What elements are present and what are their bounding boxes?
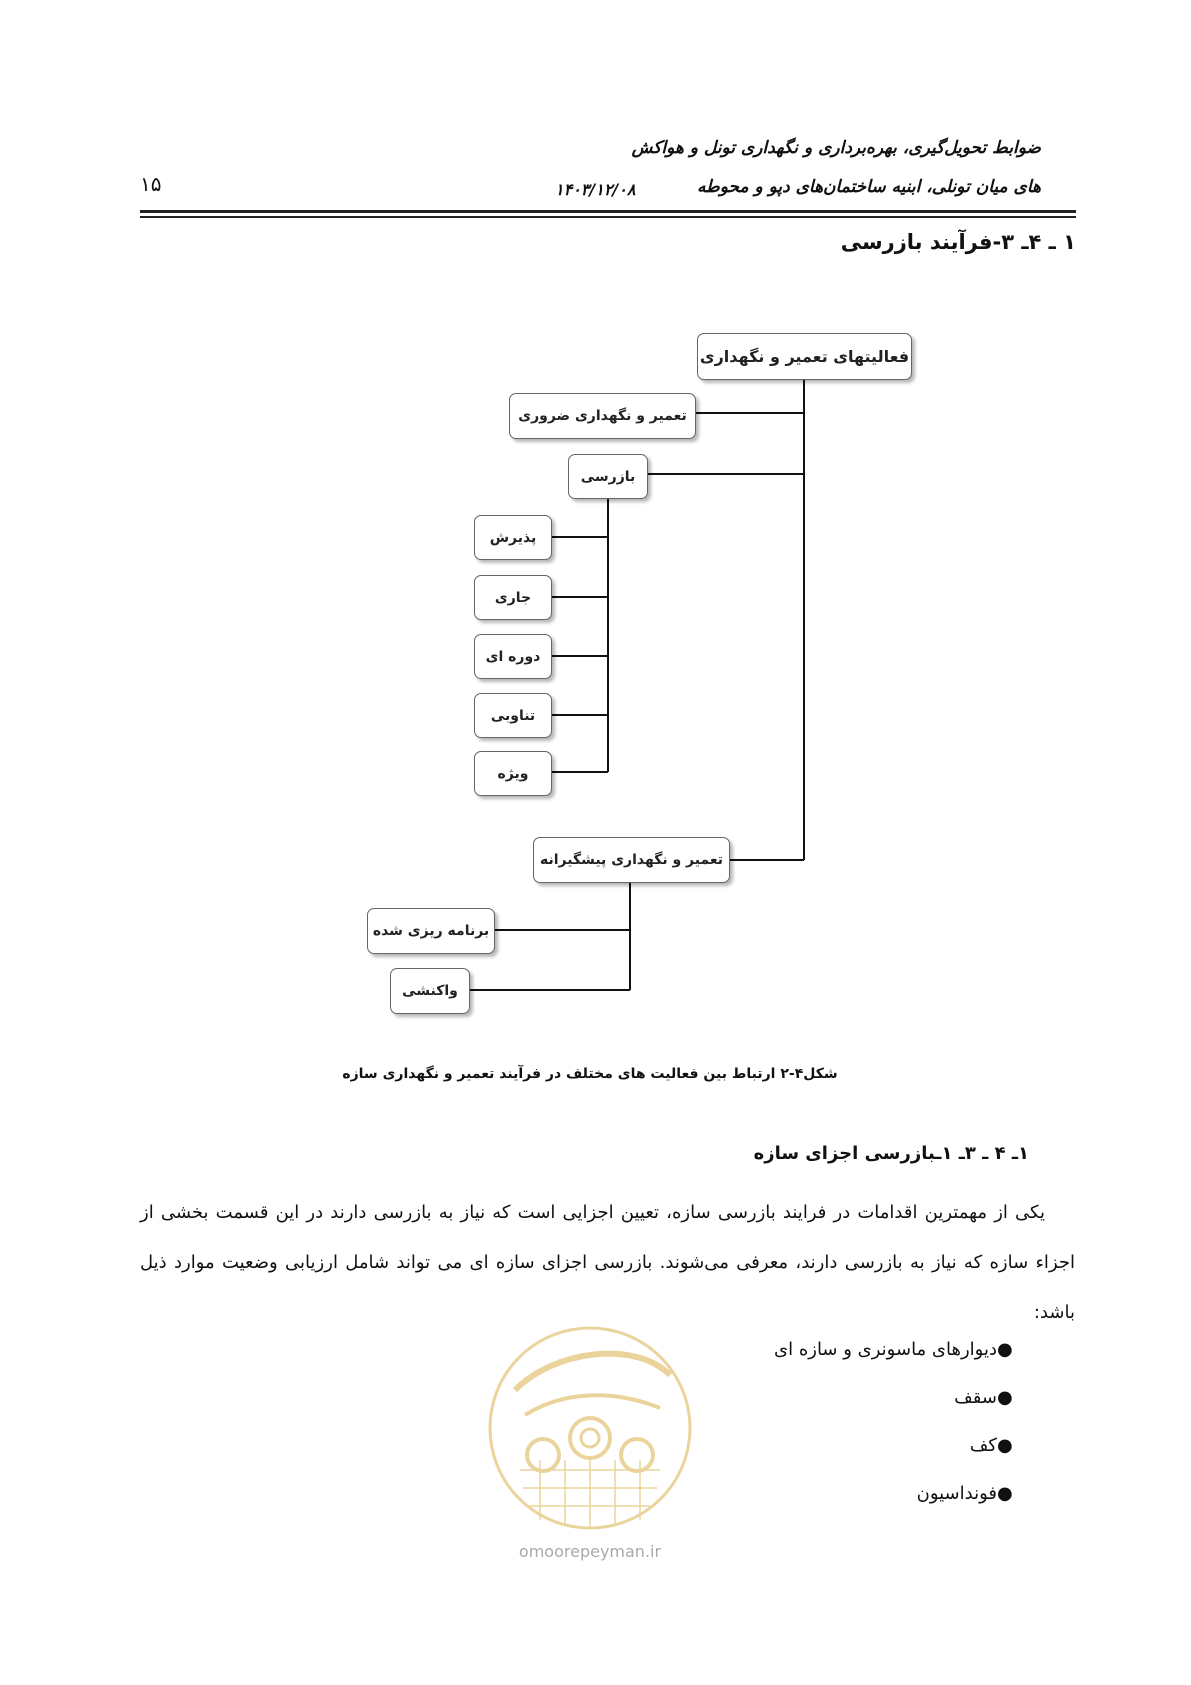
list-item: ●دیوارهای ماسونری و سازه ای bbox=[603, 1326, 1023, 1374]
bullet-icon: ● bbox=[997, 1483, 1013, 1504]
box-maintenance-activities: فعالیتهای تعمیر و نگهداری bbox=[697, 333, 912, 380]
box-preventive-type: برنامه ریزی شده bbox=[367, 908, 495, 954]
box-inspection-type: تناوبی bbox=[474, 693, 552, 738]
box-emergency-maintenance: تعمیر و نگهداری ضروری bbox=[509, 393, 696, 439]
running-header-line1: ضوابط تحویل‌گیری، بهره‌برداری و نگهداری تونل و هواکش bbox=[631, 138, 1041, 158]
section-heading: ۱ ـ ۴ـ ۳-فرآیند بازرسی bbox=[840, 230, 1076, 254]
bullet-icon: ● bbox=[997, 1387, 1013, 1408]
header-date: ۱۴۰۳/۱۲/۰۸ bbox=[555, 180, 636, 199]
box-preventive-maintenance: تعمیر و نگهداری پیشگیرانه bbox=[533, 837, 730, 883]
header-rule-thin bbox=[140, 216, 1076, 218]
bullet-icon: ● bbox=[997, 1339, 1013, 1360]
body-paragraph bbox=[140, 1188, 1075, 1338]
list-item: ●سقف bbox=[603, 1374, 1023, 1422]
watermark-logo bbox=[485, 1320, 695, 1561]
watermark-url: omoorepeyman.ir bbox=[518, 1542, 662, 1561]
box-preventive-type: واکنشی bbox=[390, 968, 470, 1014]
paragraph-text: یکی از مهمترین اقدامات در فرایند بازرسی سازه، تعیین اجزایی است که نیاز به بازرسی دارند در این قسمت بخشی از اجزاء سازه که نیاز به بازرسی دارند، معرفی می‌شوند. بازرسی اجزای سازه ای می تواند شامل ارزیابی وضعیت موارد ذیل باشد: bbox=[140, 1202, 1075, 1323]
page-number: ۱۵ bbox=[140, 172, 162, 196]
list-item: ●فونداسیون bbox=[603, 1470, 1023, 1518]
box-inspection-type: پذیرش bbox=[474, 515, 552, 560]
box-inspection-type: ویژه bbox=[474, 751, 552, 796]
subsection-heading: ۱ـ ۴ ـ ۳ـ ۱ـبازرسی اجزای سازه bbox=[753, 1143, 1029, 1164]
list-item: ●کف bbox=[603, 1422, 1023, 1470]
box-inspection-type: دوره ای bbox=[474, 634, 552, 679]
box-inspection-type: جاری bbox=[474, 575, 552, 620]
running-header-line2: های میان تونلی، ابنیه ساختمان‌های دپو و محوطه bbox=[697, 177, 1041, 197]
watermark-emblem bbox=[485, 1320, 695, 1535]
box-inspection: بازرسی bbox=[568, 454, 648, 499]
bullet-icon: ● bbox=[997, 1435, 1013, 1456]
figure-caption: شکل۴-۲ ارتباط بین فعالیت های مختلف در فرآیند تعمیر و نگهداری سازه bbox=[342, 1066, 838, 1082]
header-rule-thick bbox=[140, 210, 1076, 213]
